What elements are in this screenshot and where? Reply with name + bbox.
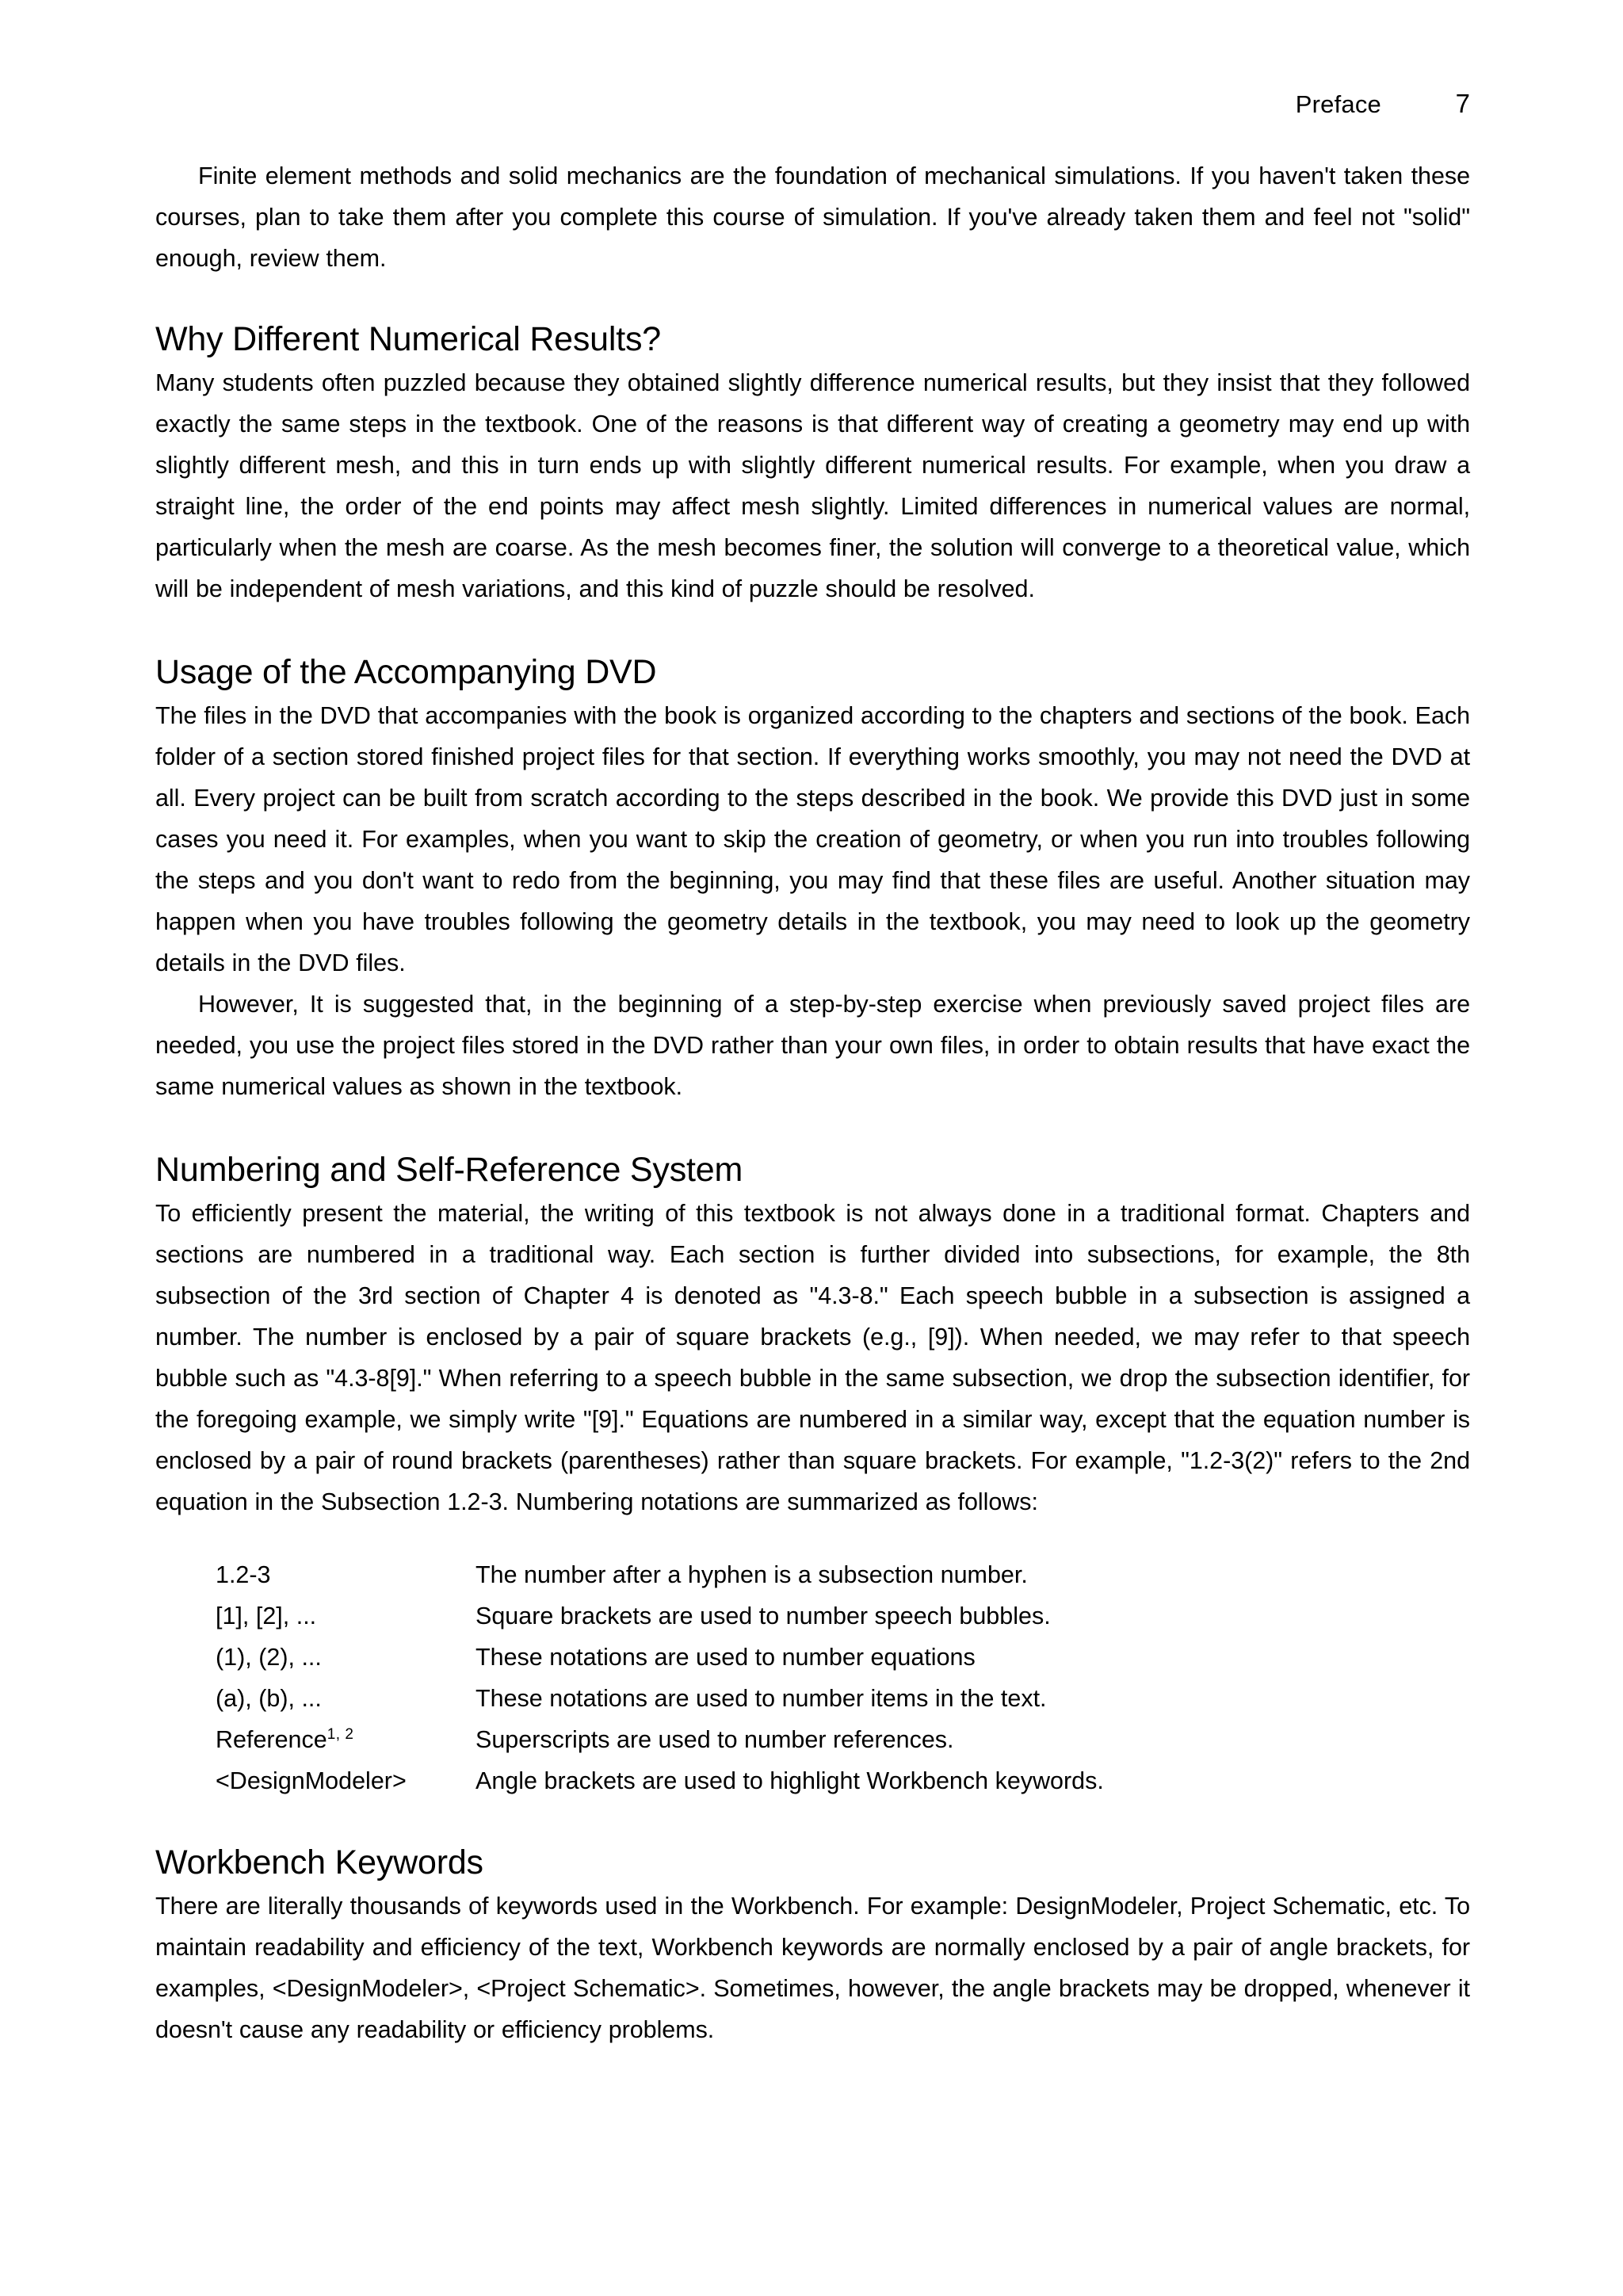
notation-description: Square brackets are used to number speech bubbles. (475, 1603, 1051, 1629)
table-row (216, 1554, 1104, 1595)
notation-symbol: (1), (2), ... (216, 1644, 322, 1671)
table-row (216, 1595, 1104, 1637)
notation-symbol (216, 1719, 475, 1760)
notation-description: Superscripts are used to number references. (475, 1726, 954, 1753)
spacer (155, 1801, 1470, 1839)
section-heading-numbering-and-self-reference-system: Numbering and Self-Reference System (155, 1151, 743, 1189)
page-content (155, 155, 1470, 2050)
section-heading-workbench-keywords: Workbench Keywords (155, 1843, 483, 1881)
section-heading-why-different-numerical-results: Why Different Numerical Results? (155, 320, 662, 358)
notation-symbol: 1.2-3 (216, 1561, 271, 1588)
table-row (216, 1678, 1104, 1719)
notation-symbol: (a), (b), ... (216, 1685, 322, 1712)
section-paragraph-workbench-keywords-1: There are literally thousands of keywords used in the Workbench. For example: DesignModeler, Project Schematic, etc. To maintain readability and efficiency of the text, Workbench keywords are normally enclosed by a pair of angle brackets, for examples, <DesignModeler>, <Project Schematic>. Sometimes, however, the angle brackets may be dropped, whenever it doesn't cause any readability or efficiency problems. (155, 1893, 1470, 2043)
page-number: 7 (1455, 89, 1470, 118)
spacer (155, 279, 1470, 316)
table-row (216, 1719, 1104, 1760)
header-title: Preface (1295, 90, 1381, 118)
notation-symbol: <DesignModeler> (216, 1767, 407, 1794)
running-header (155, 89, 1470, 125)
section-heading-usage-of-the-accompanying-dvd: Usage of the Accompanying DVD (155, 653, 657, 691)
spacer (155, 1522, 1470, 1554)
notation-symbol-superscript: 1, 2 (327, 1725, 354, 1743)
notation-table (216, 1554, 1104, 1801)
intro-paragraph: Finite element methods and solid mechanics are the foundation of mechanical simulations. If you haven't taken these courses, plan to take them after you complete this course of simulation. If you've already taken them and feel not "solid" enough, review them. (155, 162, 1470, 272)
section-paragraph-why-different-numerical-results-1: Many students often puzzled because they obtained slightly difference numerical results, but they insist that they followed exactly the same steps in the textbook. One of the reasons is that different way of creating a geometry may end up with slightly different mesh, and this in turn ends up with slightly different numerical results. For example, when you draw a straight line, the order of the end points may affect mesh slightly. Limited differences in numerical values are normal, particularly when the mesh are coarse. As the mesh becomes finer, the solution will converge to a theoretical value, which will be independent of mesh variations, and this kind of puzzle should be resolved. (155, 369, 1470, 602)
section-paragraph-numbering-1: To efficiently present the material, the writing of this textbook is not always done in a traditional format. Chapters and sections are numbered in a traditional way. Each section is further divided into subsections, for example, the 8th subsection of the 3rd section of Chapter 4 is denoted as "4.3-8." Each speech bubble in a subsection is assigned a number. The number is enclosed by a pair of square brackets (e.g., [9]). When needed, we may refer to that speech bubble such as "4.3-8[9]." When referring to a speech bubble in the same subsection, we drop the subsection identifier, for the foregoing example, we simply write "[9]." Equations are numbered in a similar way, except that the equation number is enclosed by a pair of round brackets (parentheses) rather than square brackets. For example, "1.2-3(2)" refers to the 2nd equation in the Subsection 1.2-3. Numbering notations are summarized as follows: (155, 1200, 1470, 1515)
notation-description: Angle brackets are used to highlight Workbench keywords. (475, 1767, 1104, 1794)
table-row (216, 1637, 1104, 1678)
notation-description: These notations are used to number items in the text. (475, 1685, 1047, 1712)
notation-description: These notations are used to number equations (475, 1644, 976, 1671)
notation-symbol: [1], [2], ... (216, 1603, 317, 1629)
section-paragraph-usage-2: However, It is suggested that, in the beginning of a step-by-step exercise when previously saved project files are needed, you use the project files stored in the DVD rather than your own files, in order to obtain results that have exact the same numerical values as shown in the textbook. (155, 991, 1470, 1100)
notation-description: The number after a hyphen is a subsection number. (475, 1561, 1028, 1588)
notation-symbol-text: Reference (216, 1726, 327, 1753)
section-paragraph-usage-1: The files in the DVD that accompanies with the book is organized according to the chapters and sections of the book. Each folder of a section stored finished project files for that section. If everything works smoothly, you may not need the DVD at all. Every project can be built from scratch according to the steps described in the book. We provide this DVD just in some cases you need it. For examples, when you want to skip the creation of geometry, or when you run into troubles following the steps and you don't want to redo from the beginning, you may find that these files are useful. Another situation may happen when you have troubles following the geometry details in the textbook, you may need to look up the geometry details in the DVD files. (155, 702, 1470, 976)
spacer (155, 1107, 1470, 1147)
spacer (155, 609, 1470, 649)
table-row (216, 1760, 1104, 1801)
